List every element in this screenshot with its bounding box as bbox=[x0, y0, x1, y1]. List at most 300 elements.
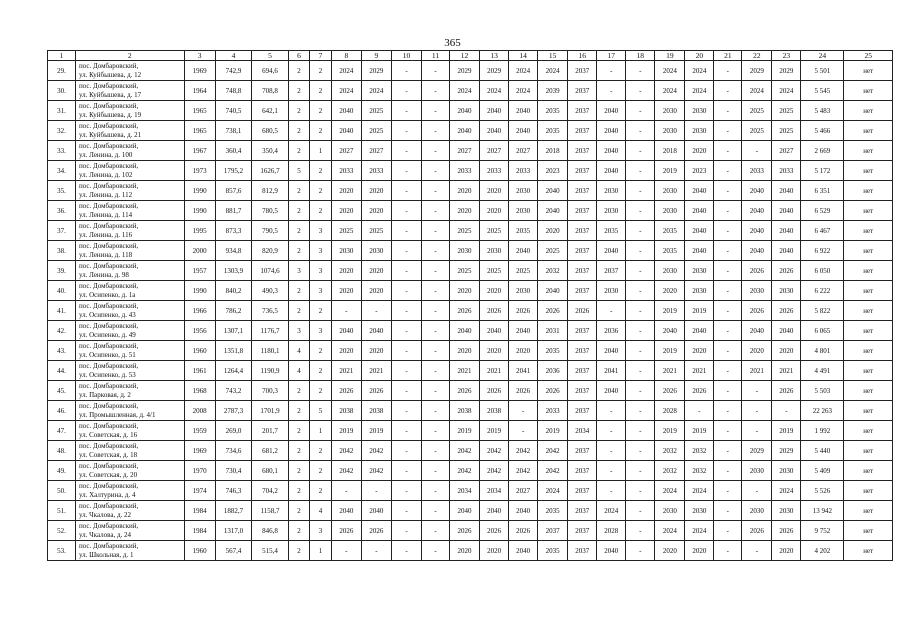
table-cell: 2 bbox=[288, 461, 310, 481]
table-cell: 2021 bbox=[685, 361, 714, 381]
table-cell: - bbox=[422, 281, 450, 301]
table-row bbox=[48, 141, 893, 161]
table-cell: 2029 bbox=[742, 61, 772, 81]
table-cell: 2 bbox=[288, 141, 310, 161]
table-cell: - bbox=[391, 141, 421, 161]
table-cell: 2030 bbox=[597, 281, 626, 301]
table-cell: 2025 bbox=[331, 221, 361, 241]
table-cell: - bbox=[626, 321, 655, 341]
table-cell: 2037 bbox=[568, 441, 597, 461]
table-cell: 2 bbox=[288, 401, 310, 421]
address-cell bbox=[75, 381, 184, 401]
table-cell: 2040 bbox=[509, 241, 538, 261]
table-cell: нет bbox=[844, 381, 893, 401]
table-cell: 2020 bbox=[480, 181, 509, 201]
table-cell: 2034 bbox=[450, 481, 480, 501]
table-cell: 2040 bbox=[742, 181, 772, 201]
table-cell: 786,2 bbox=[215, 301, 252, 321]
address-line: пос. Домбаровский, bbox=[78, 502, 139, 510]
table-cell: 515,4 bbox=[252, 541, 289, 561]
column-header-9: 9 bbox=[361, 51, 391, 61]
table-cell: 2020 bbox=[509, 341, 538, 361]
table-cell: 2029 bbox=[480, 61, 509, 81]
table-cell: 2026 bbox=[772, 521, 801, 541]
table-cell: - bbox=[714, 281, 742, 301]
table-cell: 2040 bbox=[509, 501, 538, 521]
table-cell: - bbox=[626, 181, 655, 201]
table-cell: 1180,1 bbox=[252, 341, 289, 361]
table-cell: 2030 bbox=[655, 181, 685, 201]
row-number-cell: 47. bbox=[48, 421, 76, 441]
table-cell: 6 351 bbox=[801, 181, 844, 201]
address-line: ул. Чкалова, д. 22 bbox=[78, 511, 132, 519]
table-cell: 2 bbox=[288, 61, 310, 81]
row-number-cell: 35. bbox=[48, 181, 76, 201]
table-cell: 2037 bbox=[568, 261, 597, 281]
table-cell: 1990 bbox=[184, 281, 215, 301]
table-cell: 2019 bbox=[361, 421, 391, 441]
address-line: ул. Куйбышева, д. 19 bbox=[78, 111, 142, 119]
address-cell bbox=[75, 481, 184, 501]
table-cell: 2026 bbox=[509, 521, 538, 541]
table-cell: 3 bbox=[310, 221, 332, 241]
table-cell: 350,4 bbox=[252, 141, 289, 161]
row-number-cell: 52. bbox=[48, 521, 76, 541]
address-line: ул. Ленина, д. 100 bbox=[78, 151, 133, 159]
table-cell: 2 bbox=[288, 81, 310, 101]
table-cell: 2040 bbox=[597, 161, 626, 181]
table-cell: нет bbox=[844, 181, 893, 201]
table-cell: - bbox=[391, 461, 421, 481]
table-cell: 2037 bbox=[568, 541, 597, 561]
table-cell: 2 bbox=[288, 521, 310, 541]
address-line: ул. Куйбышева, д. 21 bbox=[78, 131, 142, 139]
table-cell: 2025 bbox=[742, 121, 772, 141]
table-cell: 1967 bbox=[184, 141, 215, 161]
address-line: пос. Домбаровский, bbox=[78, 222, 139, 230]
table-cell: 2032 bbox=[655, 461, 685, 481]
address-line: пос. Домбаровский, bbox=[78, 402, 139, 410]
table-row bbox=[48, 481, 893, 501]
table-cell: 3 bbox=[310, 521, 332, 541]
table-cell: 360,4 bbox=[215, 141, 252, 161]
table-cell: 2 bbox=[288, 421, 310, 441]
table-cell: 1969 bbox=[184, 441, 215, 461]
row-number-cell: 38. bbox=[48, 241, 76, 261]
table-cell: 2030 bbox=[509, 281, 538, 301]
table-cell: - bbox=[714, 161, 742, 181]
table-cell: 4 bbox=[288, 361, 310, 381]
address-line: пос. Домбаровский, bbox=[78, 142, 139, 150]
table-cell: 2020 bbox=[538, 221, 568, 241]
table-cell: 846,8 bbox=[252, 521, 289, 541]
table-cell: 2020 bbox=[331, 181, 361, 201]
table-cell: - bbox=[391, 241, 421, 261]
table-cell: 746,3 bbox=[215, 481, 252, 501]
table-cell: 680,1 bbox=[252, 461, 289, 481]
column-header-25: 25 bbox=[844, 51, 893, 61]
table-cell: - bbox=[597, 481, 626, 501]
row-number-cell: 41. bbox=[48, 301, 76, 321]
table-cell: 2020 bbox=[480, 341, 509, 361]
table-cell: 2037 bbox=[568, 381, 597, 401]
table-cell: 2019 bbox=[685, 301, 714, 321]
table-row bbox=[48, 221, 893, 241]
table-cell: - bbox=[597, 401, 626, 421]
table-cell: 2020 bbox=[361, 261, 391, 281]
table-cell: 2040 bbox=[450, 101, 480, 121]
table-cell: 2026 bbox=[742, 521, 772, 541]
table-body bbox=[48, 61, 893, 561]
table-cell: 2026 bbox=[331, 381, 361, 401]
table-cell: 2020 bbox=[450, 201, 480, 221]
table-row bbox=[48, 461, 893, 481]
address-line: пос. Домбаровский, bbox=[78, 522, 139, 530]
table-cell: - bbox=[422, 381, 450, 401]
table-cell: - bbox=[391, 401, 421, 421]
table-cell: 2024 bbox=[685, 521, 714, 541]
table-cell: 201,7 bbox=[252, 421, 289, 441]
table-cell: 2040 bbox=[772, 181, 801, 201]
column-header-11: 11 bbox=[422, 51, 450, 61]
table-cell: 6 222 bbox=[801, 281, 844, 301]
table-cell: - bbox=[422, 181, 450, 201]
table-cell: 2042 bbox=[480, 461, 509, 481]
table-cell: 5 822 bbox=[801, 301, 844, 321]
address-cell bbox=[75, 241, 184, 261]
table-cell: 2024 bbox=[597, 501, 626, 521]
table-cell: 2028 bbox=[597, 521, 626, 541]
table-cell: - bbox=[626, 541, 655, 561]
table-cell: 2030 bbox=[742, 281, 772, 301]
table-cell: 2024 bbox=[331, 61, 361, 81]
table-cell: 1074,6 bbox=[252, 261, 289, 281]
address-line: пос. Домбаровский, bbox=[78, 262, 139, 270]
table-cell: 2040 bbox=[597, 541, 626, 561]
table-cell: 2020 bbox=[772, 541, 801, 561]
row-number-cell: 51. bbox=[48, 501, 76, 521]
table-cell: 2020 bbox=[685, 341, 714, 361]
table-cell: 1626,7 bbox=[252, 161, 289, 181]
table-cell: 22 263 bbox=[801, 401, 844, 421]
table-cell: - bbox=[626, 441, 655, 461]
table-cell: 2035 bbox=[655, 241, 685, 261]
table-cell: 2 bbox=[288, 121, 310, 141]
address-line: ул. Ленина, д. 114 bbox=[78, 211, 133, 219]
address-cell bbox=[75, 421, 184, 441]
table-cell: 6 922 bbox=[801, 241, 844, 261]
table-cell: 790,5 bbox=[252, 221, 289, 241]
table-cell: 2040 bbox=[655, 321, 685, 341]
table-cell: 780,5 bbox=[252, 201, 289, 221]
table-cell: - bbox=[742, 381, 772, 401]
address-line: пос. Домбаровский, bbox=[78, 62, 139, 70]
table-cell: 2 bbox=[310, 461, 332, 481]
table-row bbox=[48, 181, 893, 201]
table-cell: - bbox=[331, 481, 361, 501]
row-number-cell: 42. bbox=[48, 321, 76, 341]
table-cell: - bbox=[422, 461, 450, 481]
table-cell: 2040 bbox=[685, 201, 714, 221]
table-cell: 2030 bbox=[655, 101, 685, 121]
table-cell: 1701,9 bbox=[252, 401, 289, 421]
table-cell: нет bbox=[844, 241, 893, 261]
table-cell: 1970 bbox=[184, 461, 215, 481]
table-cell: 2025 bbox=[361, 221, 391, 241]
table-cell: 2 669 bbox=[801, 141, 844, 161]
table-cell: - bbox=[714, 521, 742, 541]
table-cell: 2024 bbox=[480, 81, 509, 101]
table-cell: нет bbox=[844, 341, 893, 361]
table-cell: 2042 bbox=[538, 441, 568, 461]
table-cell: 2040 bbox=[742, 241, 772, 261]
table-cell: 2035 bbox=[538, 341, 568, 361]
table-cell: - bbox=[626, 361, 655, 381]
table-row bbox=[48, 341, 893, 361]
table-cell: 2042 bbox=[361, 461, 391, 481]
table-cell: - bbox=[714, 61, 742, 81]
table-cell: 2020 bbox=[685, 541, 714, 561]
table-cell: 743,2 bbox=[215, 381, 252, 401]
table-cell: 2024 bbox=[742, 81, 772, 101]
row-number-cell: 29. bbox=[48, 61, 76, 81]
table-cell: 1995 bbox=[184, 221, 215, 241]
table-cell: 2040 bbox=[685, 241, 714, 261]
row-number-cell: 48. bbox=[48, 441, 76, 461]
table-cell: - bbox=[714, 221, 742, 241]
address-line: ул. Халтурина, д. 4 bbox=[78, 491, 136, 499]
table-cell: - bbox=[626, 121, 655, 141]
table-cell: 2040 bbox=[742, 221, 772, 241]
table-cell: 2040 bbox=[597, 121, 626, 141]
table-cell: 2040 bbox=[450, 121, 480, 141]
column-header-3: 3 bbox=[184, 51, 215, 61]
table-cell: - bbox=[626, 381, 655, 401]
table-cell: - bbox=[331, 301, 361, 321]
table-cell: 1190,9 bbox=[252, 361, 289, 381]
table-cell: - bbox=[422, 421, 450, 441]
table-cell: 2024 bbox=[655, 481, 685, 501]
table-cell: 3 bbox=[310, 321, 332, 341]
table-cell: 1264,4 bbox=[215, 361, 252, 381]
address-cell bbox=[75, 541, 184, 561]
table-cell: 2 bbox=[288, 541, 310, 561]
table-cell: 2040 bbox=[597, 141, 626, 161]
column-header-23: 23 bbox=[772, 51, 801, 61]
table-cell: 2033 bbox=[772, 161, 801, 181]
table-row bbox=[48, 421, 893, 441]
table-cell: 1984 bbox=[184, 501, 215, 521]
table-row bbox=[48, 441, 893, 461]
table-cell: 2037 bbox=[568, 201, 597, 221]
table-cell: 2042 bbox=[480, 441, 509, 461]
row-number-cell: 43. bbox=[48, 341, 76, 361]
table-cell: нет bbox=[844, 481, 893, 501]
table-cell: - bbox=[714, 401, 742, 421]
table-cell: 1984 bbox=[184, 521, 215, 541]
table-cell: 2030 bbox=[685, 501, 714, 521]
table-cell: нет bbox=[844, 141, 893, 161]
row-number-cell: 34. bbox=[48, 161, 76, 181]
table-cell: 2040 bbox=[772, 241, 801, 261]
address-line: ул. Советская, д. 18 bbox=[78, 451, 138, 459]
address-line: пос. Домбаровский, bbox=[78, 342, 139, 350]
table-cell: 1961 bbox=[184, 361, 215, 381]
table-cell: 2 bbox=[288, 381, 310, 401]
table-cell: - bbox=[391, 61, 421, 81]
table-cell: - bbox=[597, 441, 626, 461]
table-cell: 2028 bbox=[655, 401, 685, 421]
table-row bbox=[48, 261, 893, 281]
table-cell: 2024 bbox=[685, 81, 714, 101]
table-cell: 2 bbox=[288, 201, 310, 221]
table-cell: 1957 bbox=[184, 261, 215, 281]
table-cell: - bbox=[422, 221, 450, 241]
table-cell: 2019 bbox=[772, 421, 801, 441]
table-cell: 2021 bbox=[331, 361, 361, 381]
table-cell: 2025 bbox=[480, 261, 509, 281]
table-cell: - bbox=[391, 201, 421, 221]
table-cell: 4 bbox=[288, 341, 310, 361]
table-row bbox=[48, 541, 893, 561]
table-cell: - bbox=[422, 361, 450, 381]
table-cell: - bbox=[626, 501, 655, 521]
address-cell bbox=[75, 101, 184, 121]
address-line: пос. Домбаровский, bbox=[78, 422, 139, 430]
table-cell: - bbox=[422, 521, 450, 541]
table-cell: - bbox=[626, 241, 655, 261]
table-cell: 269,0 bbox=[215, 421, 252, 441]
table-cell: 3 bbox=[288, 321, 310, 341]
table-cell: 2025 bbox=[509, 261, 538, 281]
table-cell: 5 bbox=[288, 161, 310, 181]
table-cell: 2035 bbox=[538, 541, 568, 561]
table-cell: 2032 bbox=[685, 441, 714, 461]
table-cell: 1990 bbox=[184, 201, 215, 221]
table-cell: 1965 bbox=[184, 101, 215, 121]
table-cell: 2024 bbox=[685, 481, 714, 501]
table-cell: - bbox=[626, 161, 655, 181]
table-cell: 2 bbox=[310, 341, 332, 361]
column-header-17: 17 bbox=[597, 51, 626, 61]
table-cell: 2 bbox=[288, 501, 310, 521]
table-cell: 2024 bbox=[509, 81, 538, 101]
table-cell: 2024 bbox=[509, 61, 538, 81]
table-row bbox=[48, 81, 893, 101]
table-cell: 3 bbox=[310, 261, 332, 281]
table-cell: 2024 bbox=[655, 81, 685, 101]
table-cell: 2030 bbox=[331, 241, 361, 261]
address-cell bbox=[75, 301, 184, 321]
table-cell: - bbox=[714, 241, 742, 261]
row-number-cell: 46. bbox=[48, 401, 76, 421]
address-line: ул. Промышленная, д. 4/1 bbox=[78, 411, 156, 419]
table-cell: 2042 bbox=[450, 461, 480, 481]
table-cell: 1964 bbox=[184, 81, 215, 101]
table-cell: 2020 bbox=[450, 541, 480, 561]
table-cell: 2026 bbox=[538, 381, 568, 401]
table-cell: 2040 bbox=[509, 121, 538, 141]
row-number-cell: 53. bbox=[48, 541, 76, 561]
table-cell: - bbox=[391, 361, 421, 381]
column-number-row bbox=[48, 51, 893, 61]
table-cell: 2030 bbox=[772, 501, 801, 521]
table-cell: 6 065 bbox=[801, 321, 844, 341]
table-cell: 2019 bbox=[480, 421, 509, 441]
table-cell: 2033 bbox=[331, 161, 361, 181]
table-cell: 736,5 bbox=[252, 301, 289, 321]
table-cell: 2026 bbox=[480, 301, 509, 321]
table-cell: 2 bbox=[288, 241, 310, 261]
table-cell: - bbox=[626, 201, 655, 221]
table-cell: 2035 bbox=[509, 221, 538, 241]
table-cell: 2026 bbox=[655, 381, 685, 401]
table-cell: 2029 bbox=[361, 61, 391, 81]
table-cell: 1317,0 bbox=[215, 521, 252, 541]
table-cell: - bbox=[714, 381, 742, 401]
address-cell bbox=[75, 261, 184, 281]
table-cell: 1 992 bbox=[801, 421, 844, 441]
table-cell: 2040 bbox=[742, 201, 772, 221]
table-cell: 873,3 bbox=[215, 221, 252, 241]
table-cell: 2026 bbox=[361, 521, 391, 541]
table-cell: нет bbox=[844, 441, 893, 461]
table-cell: 2037 bbox=[568, 521, 597, 541]
table-cell: 2040 bbox=[597, 101, 626, 121]
table-cell: 1 bbox=[310, 541, 332, 561]
table-cell: 2040 bbox=[685, 181, 714, 201]
table-cell: - bbox=[626, 301, 655, 321]
table-cell: 2020 bbox=[331, 281, 361, 301]
table-cell: - bbox=[597, 61, 626, 81]
table-cell: 738,1 bbox=[215, 121, 252, 141]
table-cell: 567,4 bbox=[215, 541, 252, 561]
row-number-cell: 32. bbox=[48, 121, 76, 141]
table-cell: 2030 bbox=[361, 241, 391, 261]
table-cell: - bbox=[422, 241, 450, 261]
address-line: пос. Домбаровский, bbox=[78, 182, 139, 190]
table-cell: - bbox=[391, 81, 421, 101]
table-cell: - bbox=[597, 461, 626, 481]
address-line: ул. Ленина, д. 102 bbox=[78, 171, 133, 179]
table-cell: 2037 bbox=[568, 101, 597, 121]
table-cell: 2025 bbox=[450, 261, 480, 281]
table-cell: 2040 bbox=[772, 201, 801, 221]
table-cell: 2030 bbox=[597, 201, 626, 221]
table-cell: 2020 bbox=[742, 341, 772, 361]
table-cell: 2037 bbox=[568, 221, 597, 241]
table-cell: нет bbox=[844, 121, 893, 141]
table-cell: - bbox=[597, 301, 626, 321]
table-cell: 2030 bbox=[480, 241, 509, 261]
table-cell: 2025 bbox=[772, 101, 801, 121]
column-header-4: 4 bbox=[215, 51, 252, 61]
table-cell: - bbox=[391, 481, 421, 501]
row-number-cell: 33. bbox=[48, 141, 76, 161]
table-cell: 2037 bbox=[568, 401, 597, 421]
address-line: пос. Домбаровский, bbox=[78, 542, 139, 550]
table-cell: - bbox=[714, 261, 742, 281]
table-cell: 2019 bbox=[655, 421, 685, 441]
table-cell: 1973 bbox=[184, 161, 215, 181]
column-header-7: 7 bbox=[310, 51, 332, 61]
table-cell: - bbox=[626, 141, 655, 161]
table-cell: - bbox=[742, 541, 772, 561]
table-cell: 2033 bbox=[361, 161, 391, 181]
table-cell: 1959 bbox=[184, 421, 215, 441]
table-cell: - bbox=[422, 261, 450, 281]
table-cell: 2040 bbox=[331, 321, 361, 341]
